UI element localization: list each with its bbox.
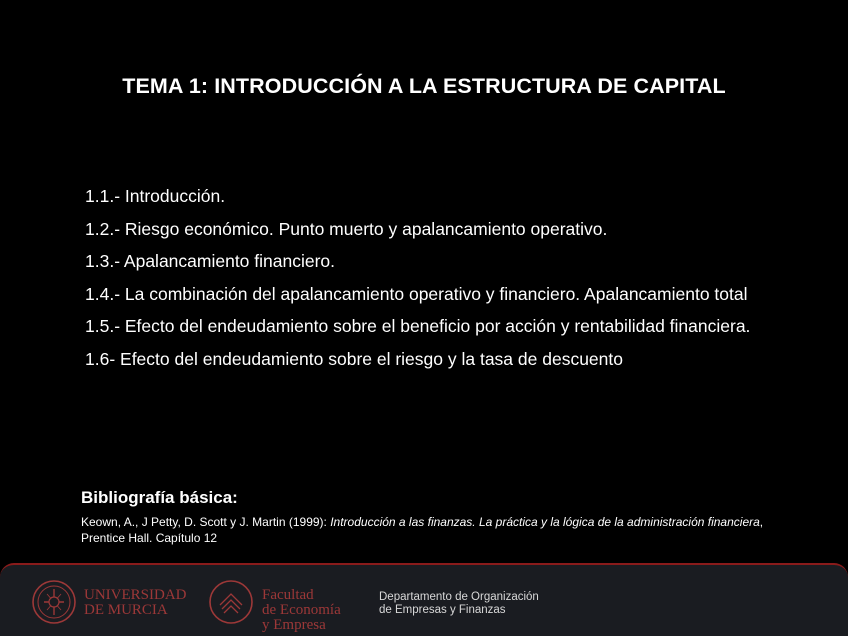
bibliography-reference: [81, 515, 781, 546]
department-name: Departamento de Organización de Empresas y Finanzas: [379, 591, 539, 616]
footer-bar: [0, 563, 848, 636]
topic-list: [85, 184, 775, 372]
faculty-name: Facultad de Economía y Empresa: [262, 587, 341, 633]
bibliography-heading: Bibliografía básica:: [81, 488, 238, 507]
reference-publisher: , Prentice Hall. Capítulo 12: [81, 515, 764, 545]
topic-item: 1.4.- La combinación del apalancamiento operativo y financiero. Apalancamiento total: [85, 283, 748, 304]
faculty-logo-icon: [208, 579, 254, 625]
topic-item: 1.3.- Apalancamiento financiero.: [85, 251, 336, 271]
reference-authors: Keown, A., J Petty, D. Scott y J. Martin (1999):: [81, 515, 331, 529]
reference-book-title: Introducción a las finanzas. La práctica y la lógica de la administración financiera: [330, 515, 760, 529]
topic-item: 1.5.- Efecto del endeudamiento sobre el beneficio por acción y rentabilidad financiera.: [85, 316, 751, 336]
topic-item: 1.2.- Riesgo económico. Punto muerto y apalancamiento operativo.: [85, 218, 608, 239]
university-seal-icon: [31, 579, 77, 625]
slide-title: TEMA 1: INTRODUCCIÓN A LA ESTRUCTURA DE CAPITAL: [122, 74, 726, 98]
topic-item: 1.6- Efecto del endeudamiento sobre el riesgo y la tasa de descuento: [85, 348, 623, 369]
university-name: UNIVERSIDAD DE MURCIA: [84, 587, 187, 618]
topic-item: 1.1.- Introducción.: [85, 186, 226, 206]
